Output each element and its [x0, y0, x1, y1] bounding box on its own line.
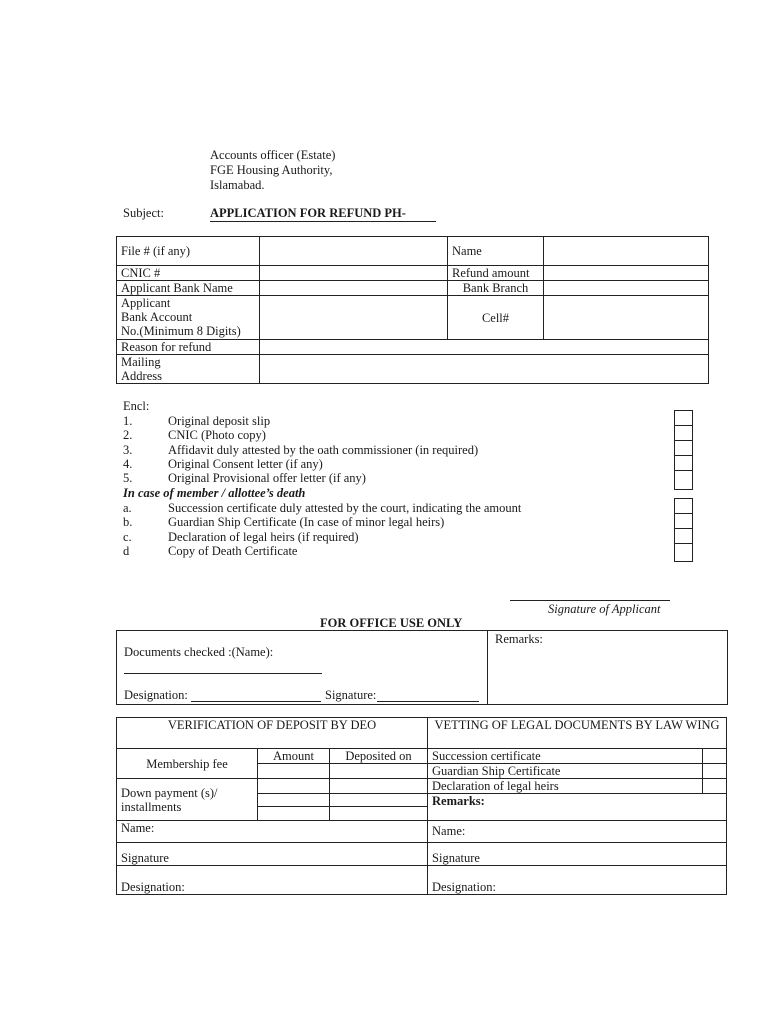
name-input[interactable] [544, 237, 709, 266]
law-wing-heading: VETTING OF LEGAL DOCUMENTS BY LAW WING [428, 718, 727, 749]
office-divider [487, 631, 488, 704]
subject-title [210, 206, 436, 222]
down-payment-amount-3[interactable] [258, 807, 330, 821]
enclosure-letter: a. [123, 501, 132, 515]
mailing-address-label [117, 355, 260, 384]
membership-deposited-input[interactable] [330, 764, 428, 779]
mailing-label-line-1: Mailing [121, 355, 161, 369]
deposited-on-header: Deposited on [330, 749, 428, 764]
enclosure-text: Original deposit slip [168, 414, 271, 428]
enclosure-text: Affidavit duly attested by the oath commissioner (in required) [168, 443, 479, 457]
address-line-3: Islamabad. [210, 178, 265, 192]
death-case-heading: In case of member / allottee’s death [123, 486, 306, 500]
membership-amount-input[interactable] [258, 764, 330, 779]
enclosure-text: Declaration of legal heirs (if required) [168, 530, 359, 544]
checkbox-death-d[interactable] [674, 543, 693, 562]
bank-name-label: Applicant Bank Name [117, 281, 260, 296]
deo-heading: VERIFICATION OF DEPOSIT BY DEO [117, 718, 428, 749]
documents-checked-line[interactable] [124, 673, 322, 674]
enclosure-text: Copy of Death Certificate [168, 544, 298, 558]
down-payment-deposited-1[interactable] [330, 779, 428, 794]
office-remarks-label: Remarks: [495, 632, 543, 646]
bank-branch-label: Bank Branch [448, 281, 544, 296]
down-payment-deposited-2[interactable] [330, 794, 428, 807]
applicant-details-table [116, 236, 709, 384]
enclosure-letter: b. [123, 515, 133, 529]
subject-title-text: APPLICATION FOR REFUND PH- [210, 206, 406, 220]
office-signature-label: Signature: [325, 688, 377, 702]
down-payment-label [117, 779, 258, 821]
enclosure-number: 2. [123, 428, 133, 442]
succession-check[interactable] [703, 749, 727, 764]
subject-label: Subject: [123, 206, 164, 220]
enclosure-text: CNIC (Photo copy) [168, 428, 266, 442]
phase-blank[interactable] [406, 206, 436, 222]
down-payment-line-2: installments [121, 799, 182, 814]
down-payment-amount-1[interactable] [258, 779, 330, 794]
law-designation-label: Designation: [428, 866, 727, 895]
cnic-label: CNIC # [117, 266, 260, 281]
law-name-label: Name: [428, 821, 727, 843]
enclosure-letter: d [123, 544, 130, 558]
applicant-signature-label: Signature of Applicant [548, 602, 661, 616]
membership-fee-label: Membership fee [117, 749, 258, 779]
account-label [117, 296, 260, 340]
file-label: File # (if any) [117, 237, 260, 266]
law-remarks-label: Remarks: [428, 794, 727, 821]
documents-checked-label: Documents checked :(Name): [124, 645, 274, 659]
declaration-check[interactable] [703, 779, 727, 794]
enclosure-number: 1. [123, 414, 133, 428]
address-line-1: Accounts officer (Estate) [210, 148, 336, 162]
reason-label: Reason for refund [117, 340, 260, 355]
name-label: Name [448, 237, 544, 266]
bank-name-input[interactable] [260, 281, 448, 296]
enclosures-heading: Encl: [123, 399, 150, 413]
bank-branch-input[interactable] [544, 281, 709, 296]
address-line-2: FGE Housing Authority, [210, 163, 333, 177]
verification-table [116, 717, 727, 895]
declaration-label: Declaration of legal heirs [428, 779, 703, 794]
enclosure-number: 5. [123, 471, 133, 485]
cell-label: Cell# [448, 296, 544, 340]
enclosure-text: Original Provisional offer letter (if any) [168, 471, 366, 485]
account-label-line-3: No.(Minimum 8 Digits) [121, 324, 241, 338]
down-payment-deposited-3[interactable] [330, 807, 428, 821]
deo-designation-label: Designation: [117, 866, 428, 895]
mailing-label-line-2: Address [121, 369, 162, 383]
down-payment-line-1: Down payment (s)/ [121, 785, 218, 800]
account-label-line-1: Applicant [121, 296, 171, 310]
refund-amount-label: Refund amount [448, 266, 544, 281]
deo-name-label: Name: [117, 821, 428, 843]
law-signature-label: Signature [428, 843, 727, 866]
deo-signature-label: Signature [117, 843, 428, 866]
amount-header: Amount [258, 749, 330, 764]
office-signature-line[interactable] [377, 701, 479, 702]
down-payment-amount-2[interactable] [258, 794, 330, 807]
office-designation-label: Designation: [124, 688, 188, 702]
office-use-heading: FOR OFFICE USE ONLY [320, 616, 463, 630]
enclosure-text: Succession certificate duly attested by the court, indicating the amount [168, 501, 522, 515]
refund-amount-input[interactable] [544, 266, 709, 281]
applicant-signature-line[interactable] [510, 600, 670, 601]
file-input[interactable] [260, 237, 448, 266]
recipient-address [210, 148, 335, 193]
enclosure-letter: c. [123, 530, 132, 544]
cnic-input[interactable] [260, 266, 448, 281]
enclosure-number: 4. [123, 457, 133, 471]
enclosure-text: Original Consent letter (if any) [168, 457, 323, 471]
mailing-address-input[interactable] [260, 355, 709, 384]
enclosure-number: 3. [123, 443, 133, 457]
office-use-box [116, 630, 728, 705]
account-label-line-2: Bank Account [121, 310, 193, 324]
guardian-label: Guardian Ship Certificate [428, 764, 703, 779]
checkbox-encl-5[interactable] [674, 470, 693, 490]
succession-label: Succession certificate [428, 749, 703, 764]
enclosure-text: Guardian Ship Certificate (In case of minor legal heirs) [168, 515, 445, 529]
guardian-check[interactable] [703, 764, 727, 779]
cell-input[interactable] [544, 296, 709, 340]
account-input[interactable] [260, 296, 448, 340]
reason-input[interactable] [260, 340, 709, 355]
office-designation-line[interactable] [191, 701, 321, 702]
